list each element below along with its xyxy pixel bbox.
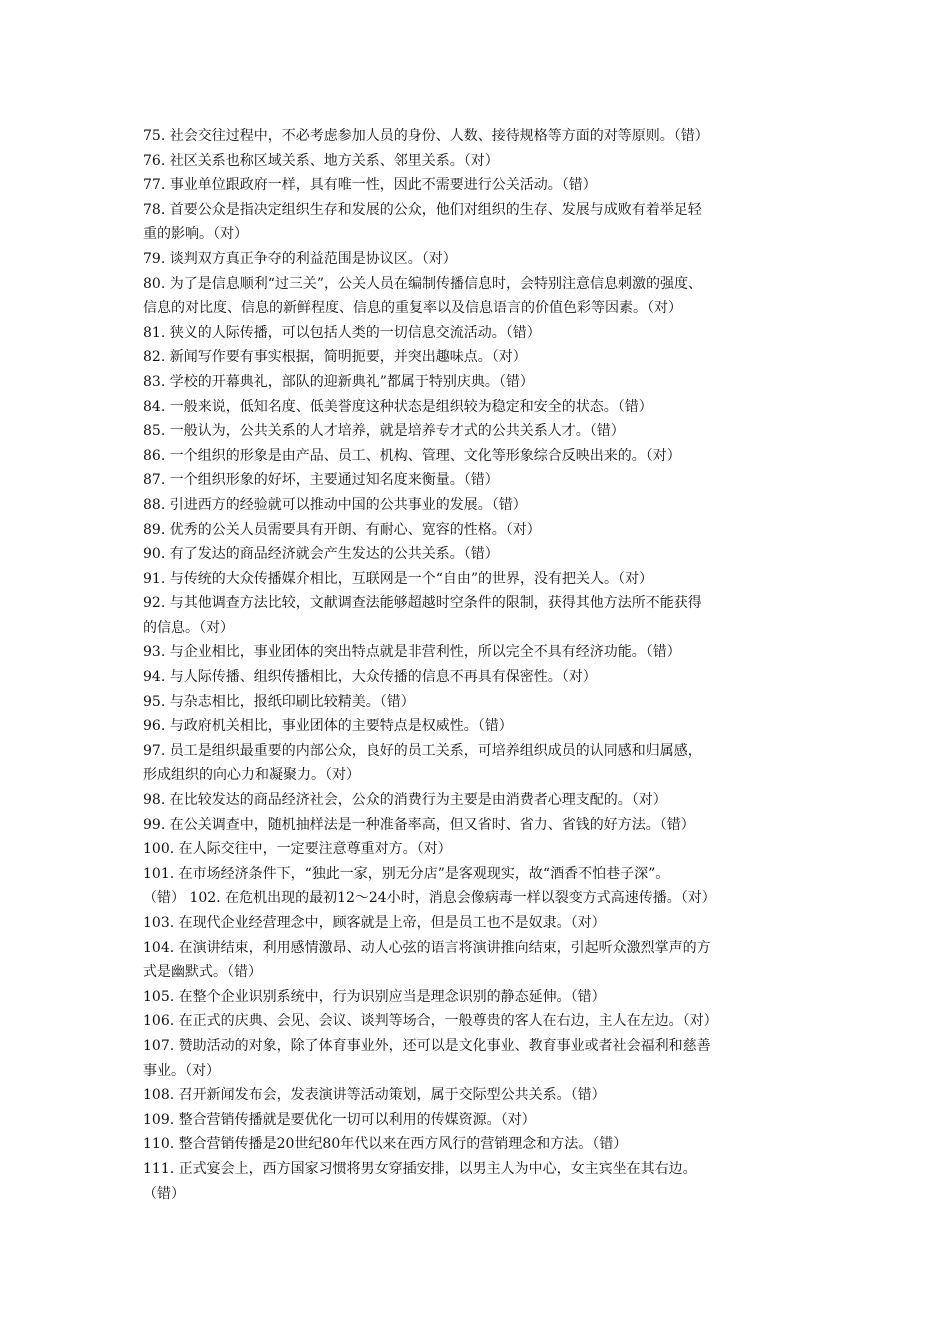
text-line: 100. 在人际交往中，一定要注意尊重对方。（对） [143, 841, 452, 858]
text-line: 92. 与其他调查方法比较，文献调查法能够超越时空条件的限制，获得其他方法所不能获得 [143, 595, 702, 612]
text-line: 109. 整合营销传播就是要优化一切可以利用的传媒资源。（对） [143, 1111, 536, 1128]
text-line: 事业。（对） [143, 1062, 220, 1079]
text-line: 形成组织的向心力和凝聚力。（对） [143, 767, 360, 784]
text-line: 76. 社区关系也称区域关系、地方关系、邻里关系。（对） [143, 152, 499, 169]
text-line: 式是幽默式。（错） [143, 964, 262, 981]
text-line: 信息的对比度、信息的新鲜程度、信息的重复率以及信息语言的价值色彩等因素。（对） [143, 300, 682, 317]
text-line: （错） [143, 1185, 185, 1202]
text-line: 重的影响。（对） [143, 226, 248, 243]
text-line: 108. 召开新闻发布会，发表演讲等活动策划，属于交际型公共关系。（错） [143, 1087, 606, 1104]
text-line: 84. 一般来说，低知名度、低美誉度这种状态是组织较为稳定和安全的状态。（错） [143, 398, 653, 415]
text-line: 104. 在演讲结束，利用感情激昂、动人心弦的语言将演讲推向结束，引起听众激烈掌声的方 [143, 939, 711, 956]
text-line: 的信息。（对） [143, 619, 234, 636]
text-line: 75. 社会交往过程中，不必考虑参加人员的身份、人数、接待规格等方面的对等原则。（错） [143, 128, 709, 144]
text-line: 97. 员工是组织最重要的内部公众，良好的员工关系，可培养组织成员的认同感和归属感， [143, 742, 702, 759]
text-line: 83. 学校的开幕典礼，部队的迎新典礼”都属于特别庆典。（错） [143, 373, 534, 390]
text-line: 98. 在比较发达的商品经济社会，公众的消费行为主要是由消费者心理支配的。（对） [143, 792, 667, 809]
text-line: 82. 新闻写作要有事实根据，简明扼要，并突出趣味点。（对） [143, 349, 527, 366]
text-line: 96. 与政府机关相比，事业团体的主要特点是权威性。（错） [143, 718, 513, 735]
text-line: 105. 在整个企业识别系统中，行为识别应当是理念识别的静态延伸。（错） [143, 988, 606, 1005]
text-line: 95. 与杂志相比，报纸印刷比较精美。（错） [143, 693, 415, 710]
text-line: 94. 与人际传播、组织传播相比，大众传播的信息不再具有保密性。（对） [143, 669, 597, 686]
document-page [143, 124, 823, 1206]
text-line: 91. 与传统的大众传播媒介相比，互联网是一个“自由”的世界，没有把关人。（对） [143, 570, 654, 587]
text-line: 90. 有了发达的商品经济就会产生发达的公共关系。（错） [143, 546, 499, 563]
text-line: 101. 在市场经济条件下，“独此一家，别无分店”是客观现实，故“酒香不怕巷子深”。 [143, 865, 670, 882]
text-line: 89. 优秀的公关人员需要具有开朗、有耐心、宽容的性格。（对） [143, 521, 541, 538]
text-line: 85. 一般认为，公共关系的人才培养，就是培养专才式的公共关系人才。（错） [143, 423, 625, 440]
text-line: 88. 引进西方的经验就可以推动中国的公共事业的发展。（错） [143, 496, 527, 513]
text-line: 80. 为了是信息顺利“过三关”，公关人员在编制传播信息时，会特别注意信息刺激的强度、 [143, 275, 703, 292]
text-line: 87. 一个组织形象的好坏，主要通过知名度来衡量。（错） [143, 472, 499, 489]
text-line: 107. 赞助活动的对象，除了体育事业外，还可以是文化事业、教育事业或者社会福利和慈善 [143, 1037, 711, 1054]
text-line: 79. 谈判双方真正争夺的利益范围是协议区。（对） [143, 250, 457, 267]
text-line: 111. 正式宴会上，西方国家习惯将男女穿插安排，以男主人为中心，女主宾坐在其右边。 [143, 1160, 697, 1177]
text-line: 103. 在现代企业经营理念中，顾客就是上帝，但是员工也不是奴隶。（对） [143, 915, 606, 931]
text-line: 93. 与企业相比，事业团体的突出特点就是非营利性，所以完全不具有经济功能。（错） [143, 644, 681, 661]
text-line: 106. 在正式的庆典、会见、会议、谈判等场合，一般尊贵的客人在右边，主人在左边。（对） [143, 1013, 718, 1030]
text-line: 78. 首要公众是指决定组织生存和发展的公众，他们对组织的生存、发展与成败有着举足轻 [143, 201, 702, 218]
text-line: 77. 事业单位跟政府一样，具有唯一性，因此不需要进行公关活动。（错） [143, 177, 597, 194]
text-line: 99. 在公关调查中，随机抽样法是一种准备率高，但又省时、省力、省钱的好方法。（错） [143, 816, 695, 833]
text-line: 81. 狭义的人际传播，可以包括人类的一切信息交流活动。（错） [143, 324, 541, 341]
text-line: 110. 整合营销传播是20世纪80年代以来在西方风行的营销理念和方法。（错） [143, 1136, 628, 1153]
text-line: 86. 一个组织的形象是由产品、员工、机构、管理、文化等形象综合反映出来的。（对） [143, 447, 681, 464]
text-line: （错） 102. 在危机出现的最初12～24小时，消息会像病毒一样以裂变方式高速传播。（对） [143, 890, 716, 907]
